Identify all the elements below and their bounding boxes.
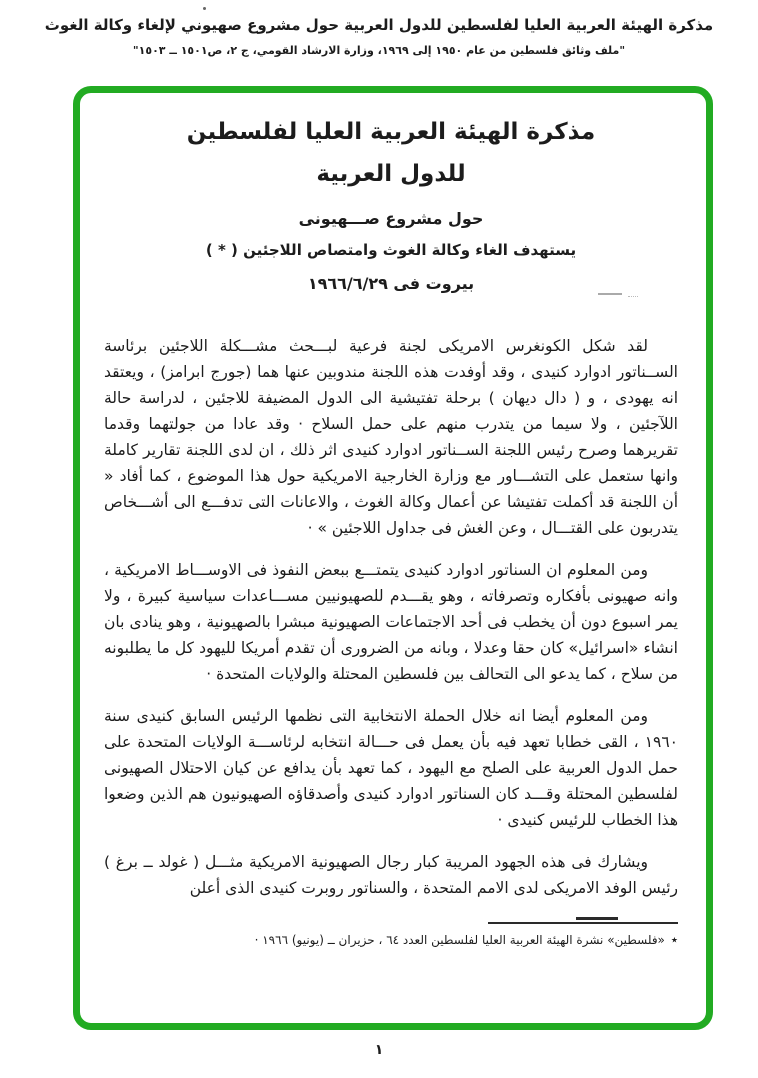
paragraph-4: ويشارك فى هذه الجهود المريبة كبار رجال الصهيونية الامريكية مثـــل ( غولد ــ برغ ) رئيس الوفد الامريكى لدى الامم المتحدة ، والسناتور روبرت كنيدى الذى أعلن: [104, 853, 678, 897]
document-dateline: بيروت فى ١٩٦٦/٦/٢٩: [307, 274, 475, 293]
paragraph-3: ومن المعلوم أيضا انه خلال الحملة الانتخابية التى نظمها الرئيس السابق كنيدى سنة ١٩٦٠ ، القى خطابا تعهد فيه بأن يعمل فى حـــالة انتخابه لرئاســـة الولايات المتحدة على حمل الدول العربية على الصلح مع اليهود ، كما تعهد بأن يدافع عن كيان الاحتلال الصهيونى لفلسطين المحتلة وقـــد كان السناتور ادوارد كنيدى وأصدقاؤه الصهيونيون هم الذين وضعوا هذا الخطاب للرئيس كنيدى ·: [104, 707, 678, 829]
footnote-text: «فلسطين» نشرة الهيئة العربية العليا لفلسطين العدد ٦٤ ، حزيران ــ (يونيو) ١٩٦٦ ·: [254, 933, 665, 947]
scan-artifact-dot: [203, 7, 206, 10]
page-header: [0, 16, 758, 57]
paragraph-1: لقد شكل الكونغرس الامريكى لجنة فرعية لبـــحث مشـــكلة اللاجئين برئاسة الســناتور ادوارد كنيدى ، وقد أوفدت هذه اللجنة مندوبين عنها هما (جورج ابرامز) ، ويعتقد انه يهودى ، و ( دال ديهان ) برحلة تفتيشية الى الدول المضيفة للاجئين ، لدراسة حالة اللآجئين ، ولا سيما من يتدرب منهم على حمل السلاح · وقد عادا من جولتهما وقدما تقريرهما وصرح رئيس اللجنة الســناتور ادوارد كنيدى اثر ذلك ، ان لدى اللجنة تقارير كاملة وانها ستعمل على التشـــاور مع وزارة الخارجية الامريكية حول هذا الموضوع ، كما أفاد « أن اللجنة قد أكملت تفتيشا عن أعمال وكالة الغوث ، والاعانات التى تدفـــع الى أشـــخاص يتدربون على القتـــال ، وعن الغش فى جداول اللاجئين » ·: [104, 337, 678, 537]
scan-artifact-dashes: [598, 293, 622, 295]
footnote-marker-icon: ٭: [670, 933, 678, 948]
document-subtitle-line1: حول مشروع صـــهيونى: [298, 209, 484, 228]
document-title-line2: للدول العربية: [316, 161, 466, 187]
paragraph-2: ومن المعلوم ان السناتور ادوارد كنيدى يتمتـــع ببعض النفوذ فى الاوســـاط الامريكية ، وانه صهيونى بأفكاره وتصرفاته ، وهو يقـــدم للصهيونيين مســـاعدات سياسية كبيرة ، ولا يمر اسبوع دون أن يخطب فى أحد الاجتماعات الصهيونية مبشرا بالصهيونية ، وهو ينادى بان انشاء «اسرائيل» كان حقا وعدلا ، وبانه من الضرورى أن تقدم أمريكا لليهود كل ما يطلبونه من سلاح ، كما يدعو الى التحالف بين فلسطين المحتلة والولايات المتحدة ·: [104, 561, 678, 683]
document-title-block: [104, 119, 678, 293]
document-source-title: مذكرة الهيئة العربية العليا لفلسطين للدول العربية حول مشروع صهيوني لإلغاء وكالة الغوث: [44, 16, 714, 34]
footnote-separator-rule: [488, 922, 678, 924]
green-document-frame: [73, 86, 713, 1030]
footnote: [104, 931, 678, 950]
document-title-line1: مذكرة الهيئة العربية العليا لفلسطين: [186, 119, 596, 145]
document-source-citation: "ملف وثائق فلسطين من عام ١٩٥٠ إلى ١٩٦٩، وزارة الارشاد القومي، ج ٢، ص١٥٠١ ــ ١٥٠٣": [132, 44, 626, 57]
scan-artifact-dashes-2: [628, 296, 638, 297]
document-body: [104, 333, 678, 901]
footnote-area: [104, 917, 678, 950]
footnote-dash-rule: [576, 917, 618, 920]
page-number: ١: [374, 1042, 384, 1058]
document-content: [80, 93, 706, 950]
document-subtitle-line2: يستهدف الغاء وكالة الغوث وامتصاص اللاجئين ( * ): [205, 241, 577, 259]
